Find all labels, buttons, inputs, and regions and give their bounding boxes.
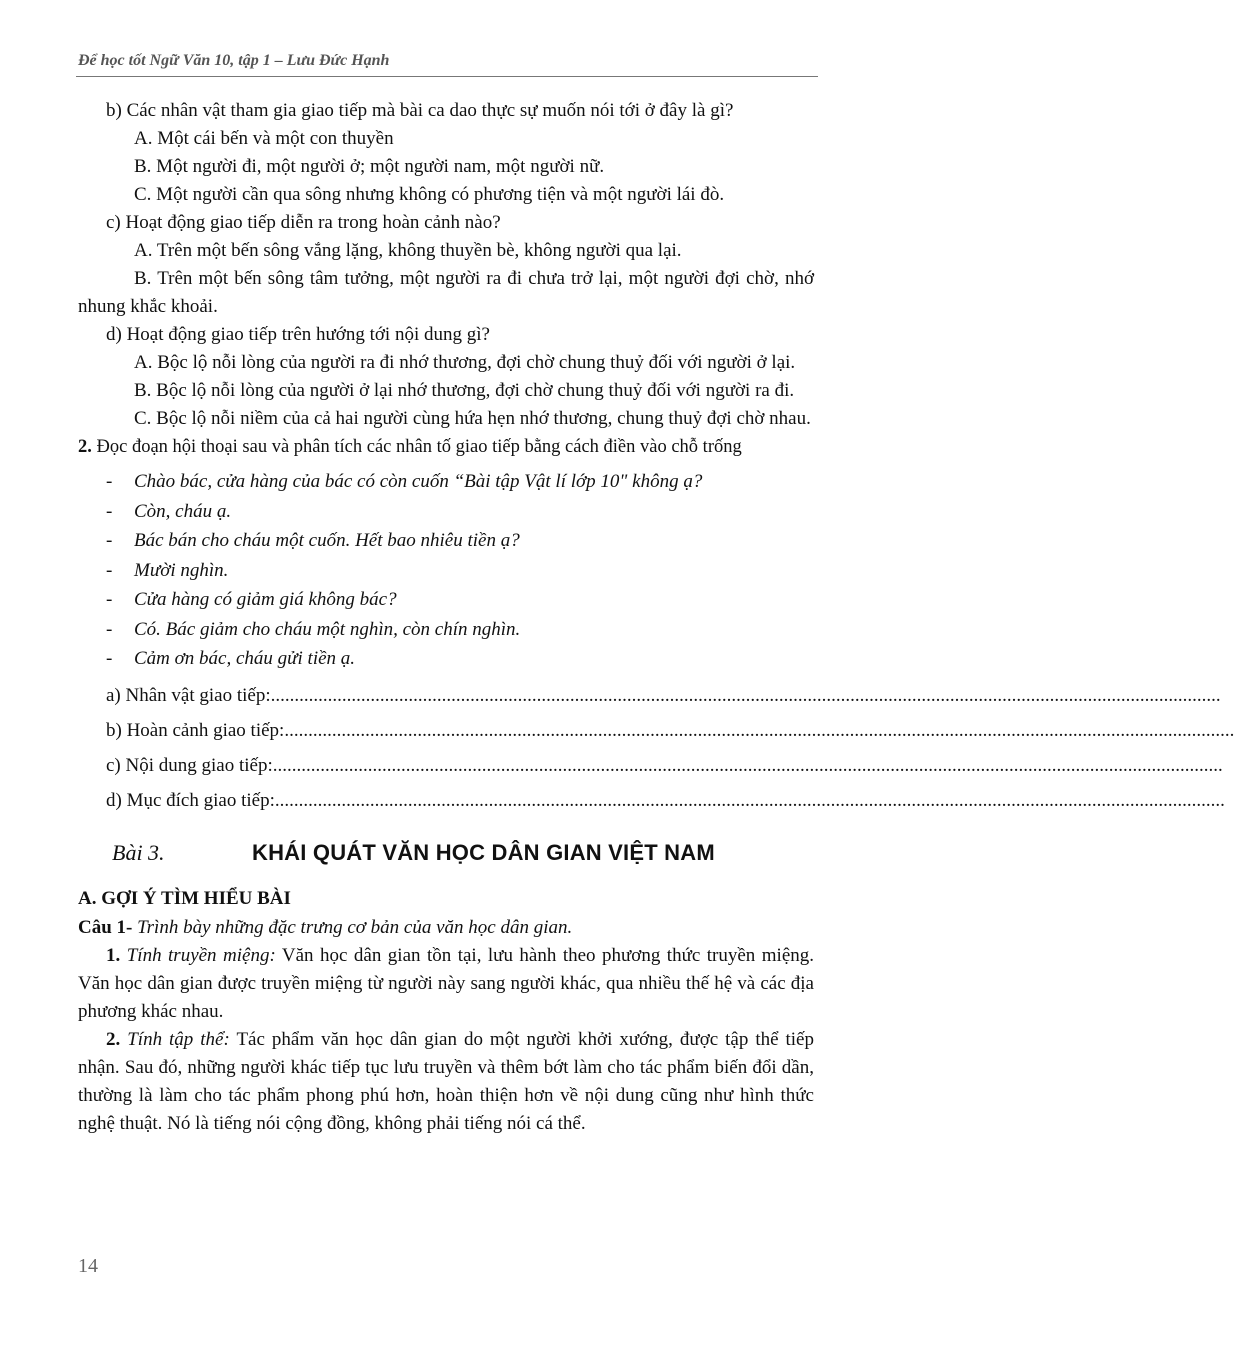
dialogue-line bbox=[78, 526, 814, 556]
dialogue-text: Còn, cháu ạ. bbox=[134, 500, 232, 522]
cau-1 bbox=[78, 914, 814, 942]
lesson-heading bbox=[78, 840, 814, 880]
exercise-2-number: 2. bbox=[78, 437, 92, 457]
item-text: Tác phẩm văn học dân gian do một người khởi xướng, được tập thể tiếp nhận. Sau đó, những người khác tiếp tục lưu truyền và thêm bớt làm cho tác phẩm biến đổi dần, thường là làm cho tác phẩm phong phú hơn, hoàn thiện hơn về nội dung cũng như hình thức nghệ thuật. Nó là tiếng nói cộng đồng, không phải tiếng nói cá thể. bbox=[78, 1028, 814, 1134]
dialogue-dash: - bbox=[106, 471, 113, 492]
item-term: Tính truyền miệng: bbox=[126, 944, 276, 966]
dialogue-text: Có. Bác giảm cho cháu một nghìn, còn chín nghìn. bbox=[134, 618, 521, 640]
exercise-2-text: Đọc đoạn hội thoại sau và phân tích các nhân tố giao tiếp bằng cách điền vào chỗ trống bbox=[96, 437, 742, 457]
running-header: Để học tốt Ngữ Văn 10, tập 1 – Lưu Đức Hạnh bbox=[78, 52, 390, 69]
dialogue-text: Cửa hàng có giảm giá không bác? bbox=[134, 589, 397, 610]
cau-1-label: Câu 1- bbox=[78, 916, 133, 938]
page-number: 14 bbox=[78, 1255, 98, 1277]
cau-1-question: Trình bày những đặc trưng cơ bản của văn học dân gian. bbox=[132, 916, 573, 938]
blank-dots[interactable]: ........................................................................................................................................................................................................ bbox=[272, 754, 1223, 776]
question-b-option-b: B. Một người đi, một người ở; một người nam, một người nữ. bbox=[134, 156, 605, 177]
dialogue-dash: - bbox=[106, 559, 113, 581]
question-b: b) Các nhân vật tham gia giao tiếp mà bài ca dao thực sự muốn nói tới ở đây là gì? bbox=[106, 100, 734, 121]
dialogue-line bbox=[78, 585, 814, 615]
blank-label: a) Nhân vật giao tiếp: bbox=[106, 684, 271, 706]
dialogue-text: Bác bán cho cháu một cuốn. Hết bao nhiêu tiền ạ? bbox=[134, 530, 520, 551]
dialogue-line bbox=[78, 615, 814, 645]
question-d: d) Hoạt động giao tiếp trên hướng tới nội dung gì? bbox=[106, 324, 490, 345]
blank-line bbox=[78, 713, 1234, 748]
page-content bbox=[78, 97, 1234, 1138]
dialogue-dash: - bbox=[106, 530, 113, 551]
blank-dots[interactable]: ........................................................................................................................................................................................................ bbox=[270, 684, 1221, 706]
item-term: Tính tập thể: bbox=[127, 1028, 230, 1050]
item-number: 1. bbox=[106, 944, 121, 966]
exercise-2-prompt bbox=[78, 433, 814, 461]
dialogue-text: Cảm ơn bác, cháu gửi tiền ạ. bbox=[134, 648, 356, 669]
dialogue-line bbox=[78, 497, 814, 527]
question-b-option-a: A. Một cái bến và một con thuyền bbox=[134, 128, 394, 149]
dialogue-dash: - bbox=[106, 618, 113, 640]
dialogue-line bbox=[78, 644, 814, 674]
blank-line bbox=[78, 748, 1223, 783]
dialogue-line bbox=[78, 467, 814, 497]
blank-dots[interactable]: ........................................................................................................................................................................................................ bbox=[284, 719, 1234, 741]
dialogue-dash: - bbox=[106, 500, 113, 522]
dialogue-text: Mười nghìn. bbox=[134, 559, 229, 581]
cau-1-item-2 bbox=[78, 1026, 814, 1138]
blank-line bbox=[78, 678, 1221, 713]
header-rule bbox=[76, 76, 818, 77]
question-b-option-c: C. Một người cần qua sông nhưng không có phương tiện và một người lái đò. bbox=[134, 184, 725, 205]
dialogue-dash: - bbox=[106, 589, 113, 610]
blank-dots[interactable]: ........................................................................................................................................................................................................ bbox=[274, 789, 1225, 811]
question-d-option-b: B. Bộc lộ nỗi lòng của người ở lại nhớ thương, đợi chờ chung thuỷ đối với người ra đi. bbox=[134, 380, 795, 401]
question-d-option-c: C. Bộc lộ nỗi niềm của cả hai người cùng hứa hẹn nhớ thương, chung thuỷ đợi chờ nhau. bbox=[134, 408, 811, 429]
blank-label: c) Nội dung giao tiếp: bbox=[106, 754, 273, 776]
question-c-option-b: B. Trên một bến sông tâm tưởng, một người ra đi chưa trở lại, một người đợi chờ, nhớ nhung khắc khoải. bbox=[78, 268, 814, 317]
blank-label: d) Mục đích giao tiếp: bbox=[106, 789, 275, 811]
dialogue-line bbox=[78, 556, 814, 586]
cau-1-item-1 bbox=[78, 942, 814, 1026]
section-a-heading: A. GỢI Ý TÌM HIỂU BÀI bbox=[78, 887, 291, 909]
question-d-option-a: A. Bộc lộ nỗi lòng của người ra đi nhớ thương, đợi chờ chung thuỷ đối với người ở lại. bbox=[134, 352, 796, 373]
question-c-option-a: A. Trên một bến sông vắng lặng, không thuyền bè, không người qua lại. bbox=[134, 240, 682, 261]
blank-label: b) Hoàn cảnh giao tiếp: bbox=[106, 719, 285, 741]
item-text: Văn học dân gian tồn tại, lưu hành theo phương thức truyền miệng. Văn học dân gian được truyền miệng từ người này sang người khác, qua nhiều thế hệ và các địa phương khác nhau. bbox=[78, 944, 815, 1022]
dialogue-dash: - bbox=[106, 648, 113, 669]
dialogue-text: Chào bác, cửa hàng của bác có còn cuốn “Bài tập Vật lí lớp 10" không ạ? bbox=[134, 471, 703, 492]
blank-line bbox=[78, 783, 1225, 818]
lesson-number: Bài 3. bbox=[112, 839, 165, 865]
lesson-title: KHÁI QUÁT VĂN HỌC DÂN GIAN VIỆT NAM bbox=[252, 839, 715, 865]
question-c: c) Hoạt động giao tiếp diễn ra trong hoàn cảnh nào? bbox=[106, 212, 501, 233]
item-number: 2. bbox=[106, 1028, 121, 1050]
